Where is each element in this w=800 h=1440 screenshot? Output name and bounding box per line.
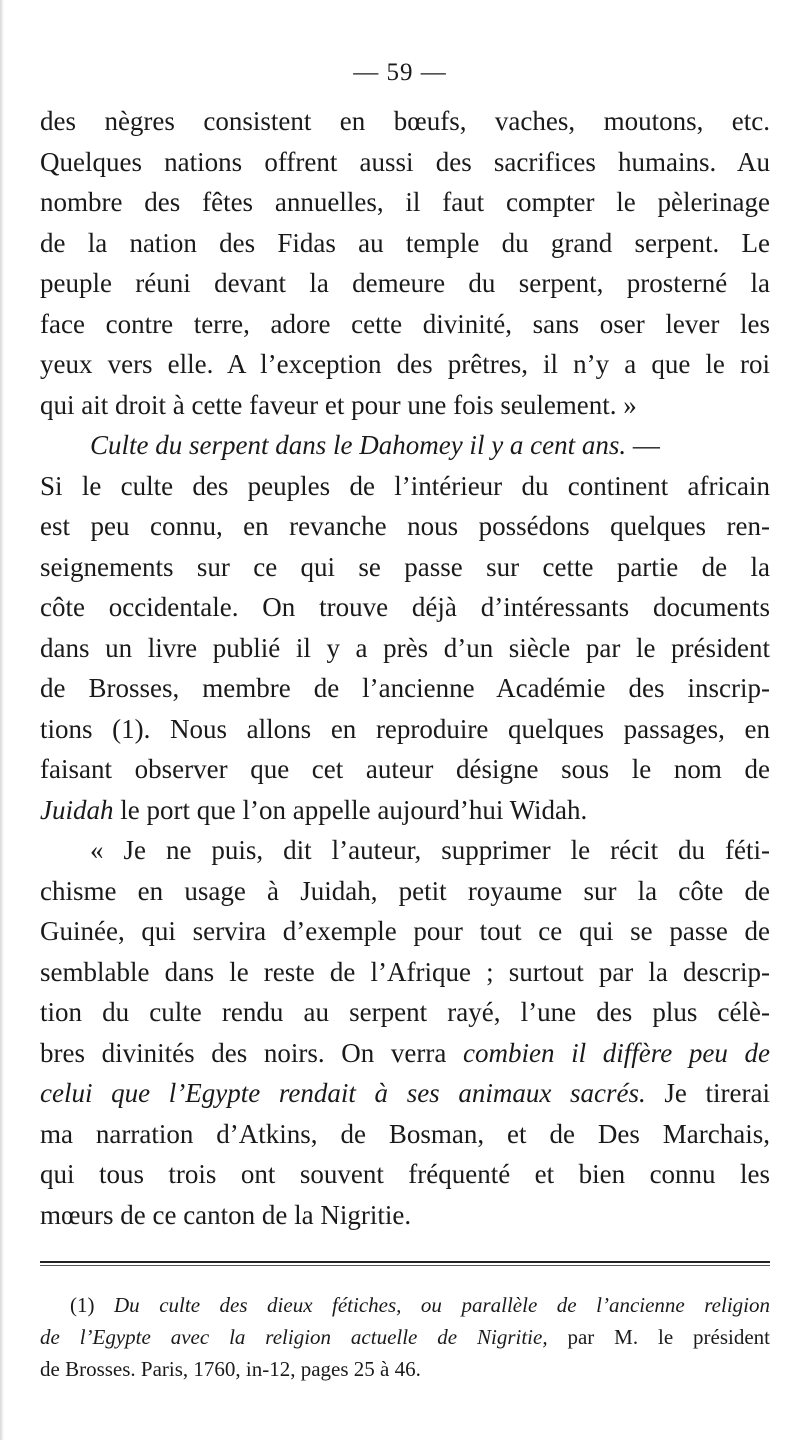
footnote-marker: (1) [70,1293,115,1317]
text-line: de Brosses, membre de l’ancienne Académie des inscrip- [40,673,770,703]
text-line: faisant observer que cet auteur désigne sous le nom de [40,754,770,784]
text-line: yeux vers elle. A l’exception des prêtres, il n’y a que le roi [40,349,770,379]
text-line: mœurs de ce canton de la Nigritie. [40,1199,412,1230]
text-line: nombre des fêtes annuelles, il faut compter le pèlerinage [40,187,770,217]
page-number: — 59 — [353,59,447,86]
text-line: Si le culte des peuples de l’intérieur du continent africain [40,470,770,501]
text-line: qui ait droit à cette faveur et pour une fois seulement. » [40,389,637,420]
heading-dash: — [626,430,660,460]
main-text [40,101,770,1235]
text-line: de la nation des Fidas au temple du grand serpent. Le [40,227,770,258]
text-line: chisme en usage à Juidah, petit royaume sur la côte de [40,875,770,906]
text-line: peuple réuni devant la demeure du serpent, prosterné la [40,268,770,298]
footnote-rule [40,1261,770,1266]
italic-phrase: celui que l’Egypte rendait à ses animaux sacrés. [40,1078,646,1108]
text-line: dans un livre publié il y a près d’un siècle par le président [40,632,770,663]
italic-phrase: combien il diffère peu de [463,1037,770,1068]
footnote-line: de l’Egypte avec la religion actuelle de Nigritie, par M. le président [40,1325,771,1349]
text-line: tions (1). Nous allons en reproduire quelques passages, en [40,713,770,744]
text-line: seignements sur ce qui se passe sur cette partie de la [40,551,770,582]
text-line: semblable dans le reste de l’Afrique ; surtout par la descrip- [40,956,770,987]
footnote-line: (1) Du culte des dieux fétiches, ou parallèle de l’ancienne religion [70,1293,770,1317]
text-line: bres divinités des noirs. On verra combien il diffère peu de [40,1037,770,1068]
italic-word: Juidah [40,794,114,825]
footnote [40,1289,770,1385]
text-line: tion du culte rendu au serpent rayé, l’une des plus célè- [40,997,770,1027]
text-line: Guinée, qui servira d’exemple pour tout ce qui se passe de [40,916,770,946]
text-line: des nègres consistent en bœufs, vaches, moutons, etc. [40,106,770,136]
scan-edge-shadow [0,0,4,1440]
text-line: est peu connu, en revanche nous possédons quelques ren- [40,511,770,541]
text-line: côte occidentale. On trouve déjà d’intéressants documents [40,592,770,622]
text-line: « Je ne puis, dit l’auteur, supprimer le récit du féti- [90,835,770,865]
text-line: Quelques nations offrent aussi des sacrifices humains. Au [40,146,770,177]
section-heading-line [40,425,770,466]
text-line: Juidah le port que l’on appelle aujourd’hui Widah. [40,794,588,825]
footnote-line: de Brosses. Paris, 1760, in-12, pages 25 à 46. [40,1357,421,1381]
text-line: celui que l’Egypte rendait à ses animaux sacrés. Je tirerai [40,1078,770,1108]
text-line: face contre terre, adore cette divinité, sans oser lever les [40,308,770,339]
text-line: ma narration d’Atkins, de Bosman, et de Des Marchais, [40,1118,770,1149]
text-line: qui tous trois ont souvent fréquenté et bien connu les [40,1159,770,1189]
section-heading: Culte du serpent dans le Dahomey il y a cent ans. [90,430,627,460]
